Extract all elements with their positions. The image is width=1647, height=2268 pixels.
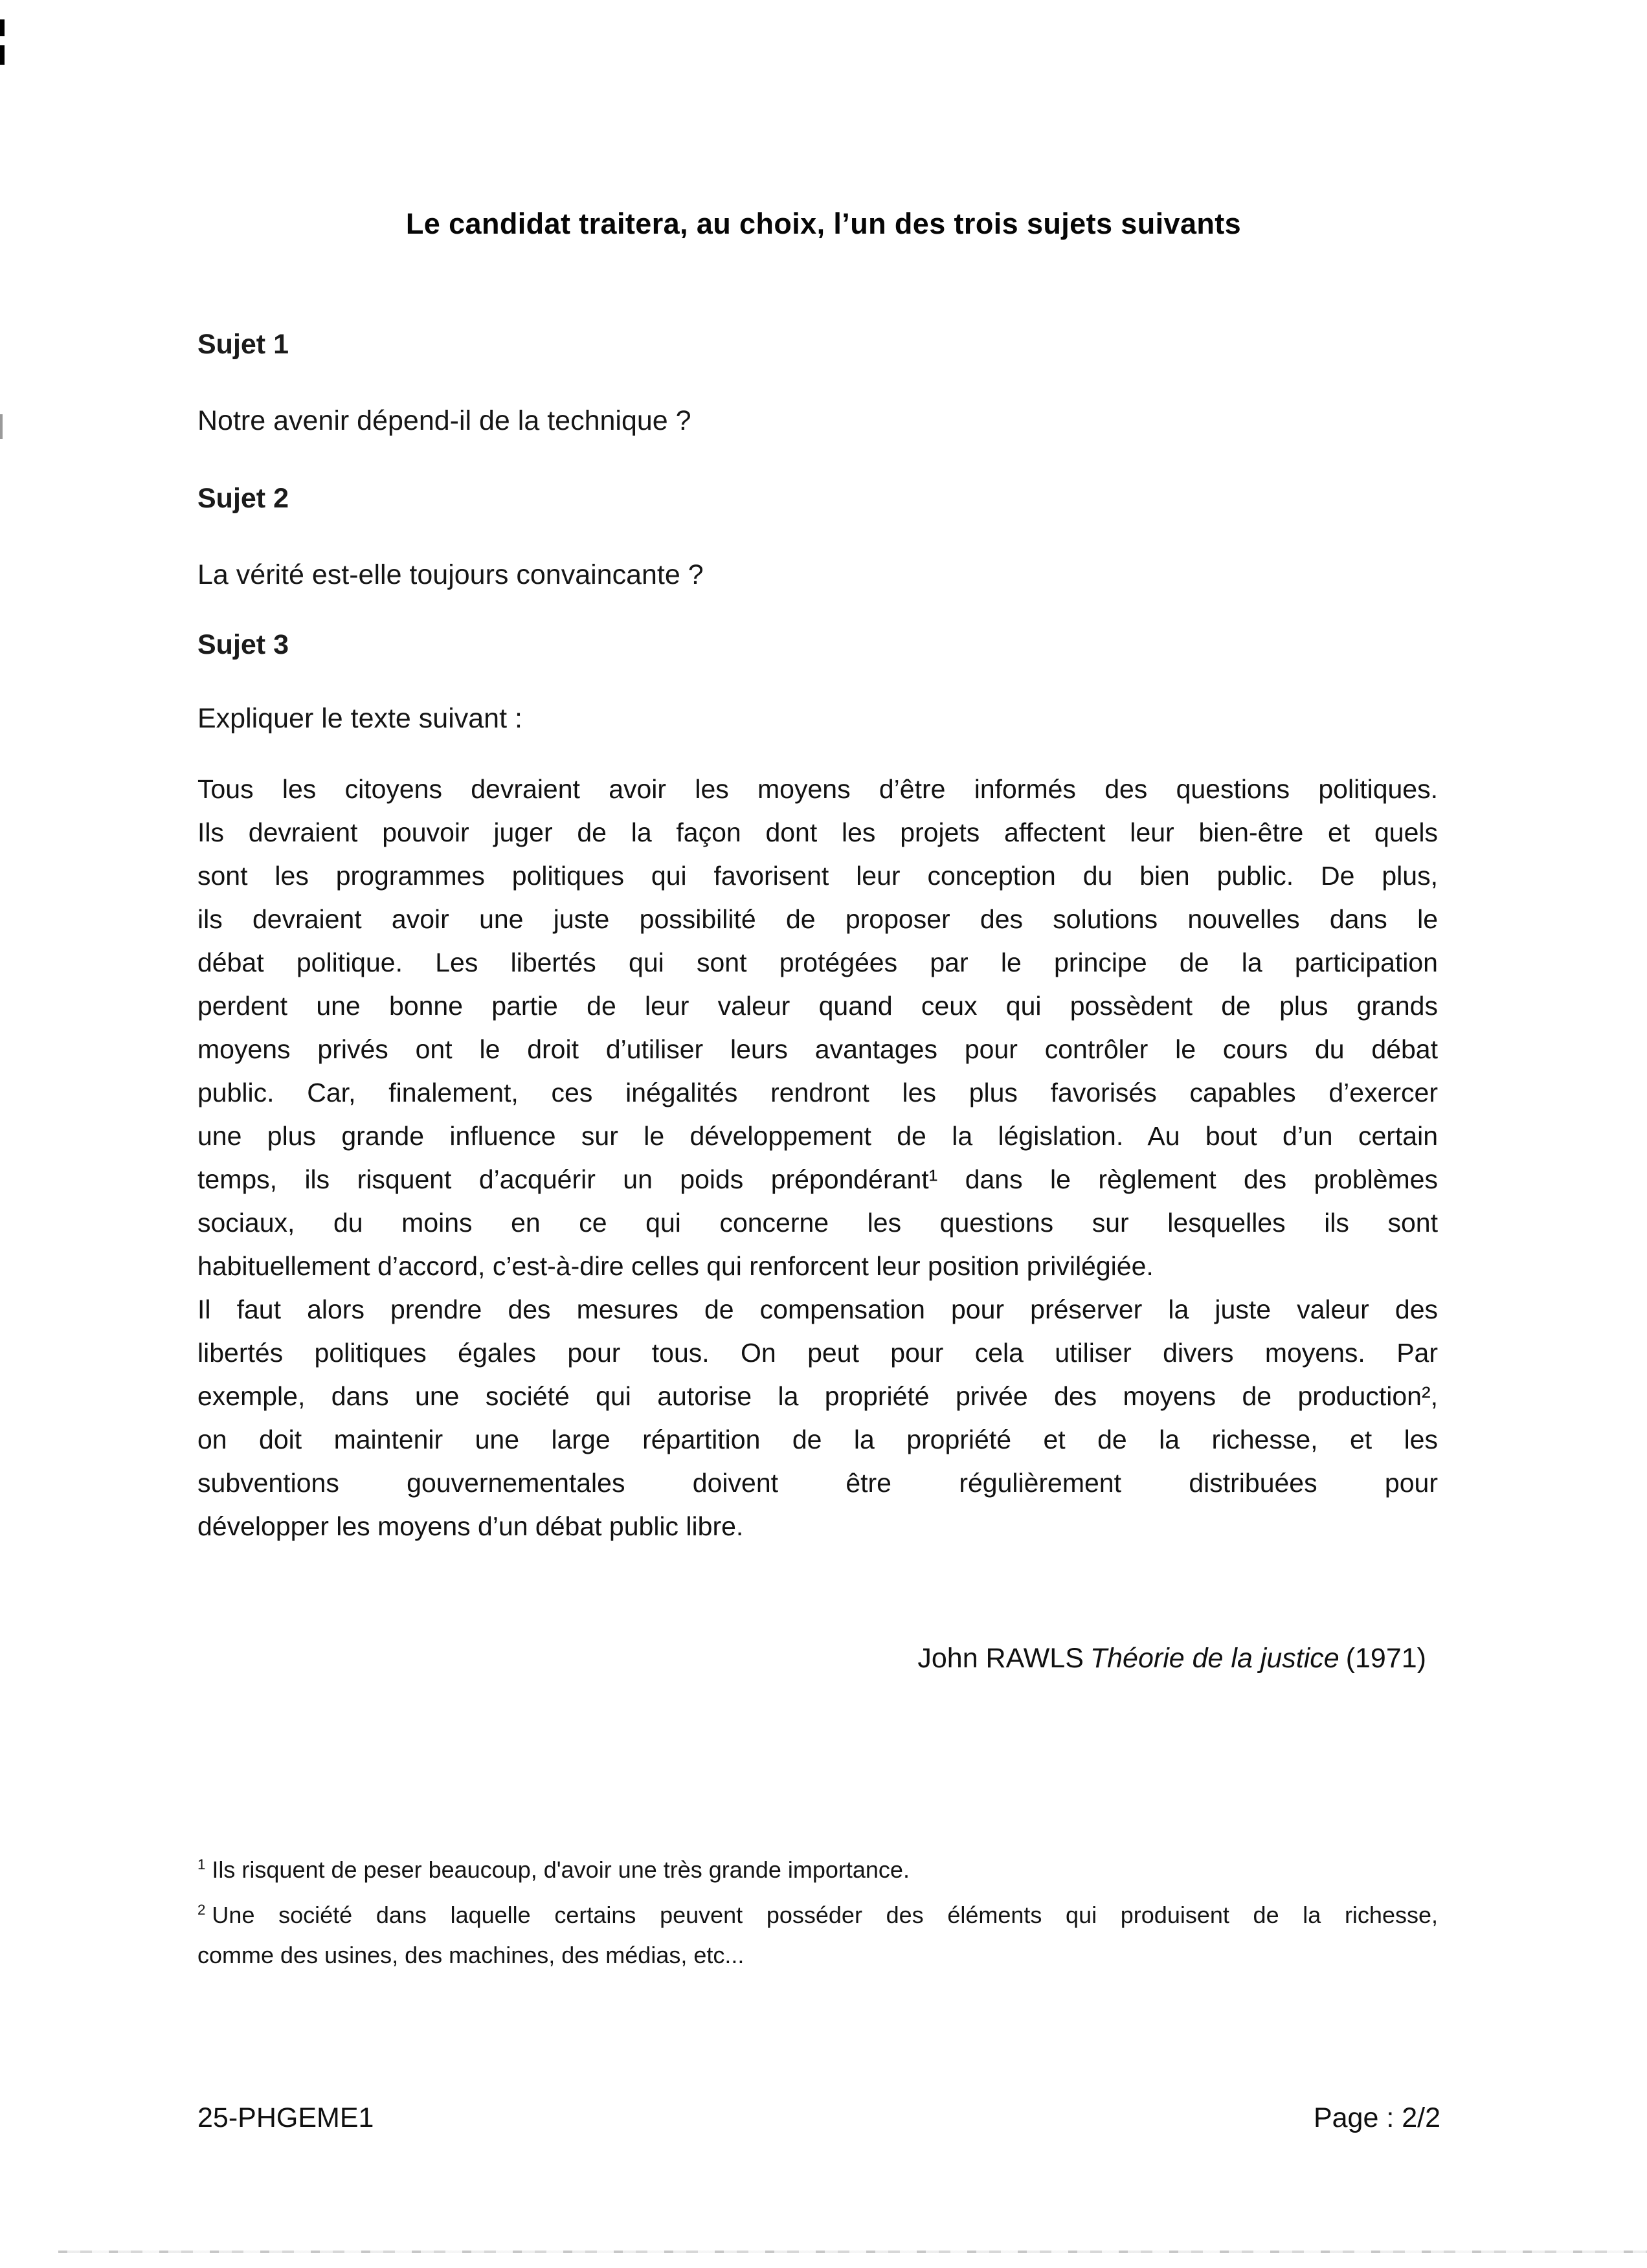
excerpt-line: sont les programmes politiques qui favorisent leur conception du bien public. De plus, <box>197 861 1438 891</box>
scan-edge-artifact <box>58 2251 1647 2253</box>
page-title: Le candidat traitera, au choix, l’un des trois sujets suivants <box>405 207 1242 240</box>
excerpt-line: libertés politiques égales pour tous. On peut pour cela utiliser divers moyens. Par <box>197 1338 1438 1368</box>
subject-2-label: Sujet 2 <box>197 483 289 514</box>
excerpt-line: ils devraient avoir une juste possibilité de proposer des solutions nouvelles dans le <box>197 904 1438 934</box>
excerpt-line: exemple, dans une société qui autorise la propriété privée des moyens de production², <box>197 1381 1438 1411</box>
attribution-author: John RAWLS <box>917 1643 1084 1674</box>
excerpt-line: temps, ils risquent d’acquérir un poids prépondérant¹ dans le règlement des problèmes <box>197 1164 1438 1194</box>
excerpt-line: débat politique. Les libertés qui sont protégées par le principe de la participation <box>197 948 1438 977</box>
subject-3-label: Sujet 3 <box>197 629 289 660</box>
subject-1-question: Notre avenir dépend-il de la technique ? <box>197 405 691 436</box>
excerpt-line: moyens privés ont le droit d’utiliser leurs avantages pour contrôler le cours du débat <box>197 1034 1438 1064</box>
footnote-marker: 2 <box>197 1902 206 1918</box>
scan-artifact <box>0 45 5 65</box>
footnotes <box>197 1850 1438 1975</box>
excerpt-line: sociaux, du moins en ce qui concerne les questions sur lesquelles ils sont <box>197 1208 1438 1238</box>
page-number: Page : 2/2 <box>1313 2102 1440 2133</box>
footnote-line <box>197 1895 1438 1935</box>
subject-2-question: La vérité est-elle toujours convaincante ? <box>197 559 704 590</box>
excerpt-paragraph-2 <box>197 1288 1438 1548</box>
excerpt-line: perdent une bonne partie de leur valeur quand ceux qui possèdent de plus grands <box>197 991 1438 1021</box>
footnote-marker: 1 <box>197 1856 206 1873</box>
scan-artifact <box>0 19 5 36</box>
footnote-text: Ils risquent de peser beaucoup, d'avoir une très grande importance. <box>212 1856 910 1883</box>
attribution-year: (1971) <box>1345 1643 1426 1674</box>
footnote-text: Une société dans laquelle certains peuvent posséder des éléments qui produisent de la richesse, <box>212 1902 1438 1928</box>
excerpt-line: développer les moyens d’un débat public libre. <box>197 1511 744 1541</box>
scan-artifact <box>0 414 3 439</box>
excerpt-line: Il faut alors prendre des mesures de compensation pour préserver la juste valeur des <box>197 1295 1438 1324</box>
footnote-1 <box>197 1850 1438 1890</box>
attribution <box>197 1643 1438 1674</box>
text-excerpt <box>197 768 1438 1548</box>
excerpt-line: on doit maintenir une large répartition de la propriété et de la richesse, et les <box>197 1425 1438 1454</box>
subject-1-label: Sujet 1 <box>197 329 289 360</box>
page-footer <box>197 2102 1440 2134</box>
excerpt-line: Tous les citoyens devraient avoir les moyens d’être informés des questions politiques. <box>197 774 1438 804</box>
excerpt-line: subventions gouvernementales doivent être régulièrement distribuées pour <box>197 1468 1438 1498</box>
excerpt-line: public. Car, finalement, ces inégalités rendront les plus favorisés capables d’exercer <box>197 1078 1438 1107</box>
footnote-line: comme des usines, des machines, des médias, etc... <box>197 1942 745 1968</box>
subject-3-question: Expliquer le texte suivant : <box>197 703 522 734</box>
exam-reference: 25-PHGEME1 <box>197 2102 374 2133</box>
attribution-work: Théorie de la justice <box>1090 1643 1339 1674</box>
excerpt-paragraph-1 <box>197 768 1438 1288</box>
footnote-2 <box>197 1895 1438 1975</box>
excerpt-line: Ils devraient pouvoir juger de la façon dont les projets affectent leur bien-être et quels <box>197 817 1438 847</box>
excerpt-line: habituellement d’accord, c’est-à-dire celles qui renforcent leur position privilégiée. <box>197 1251 1154 1281</box>
excerpt-line: une plus grande influence sur le développement de la législation. Au bout d’un certain <box>197 1121 1438 1151</box>
